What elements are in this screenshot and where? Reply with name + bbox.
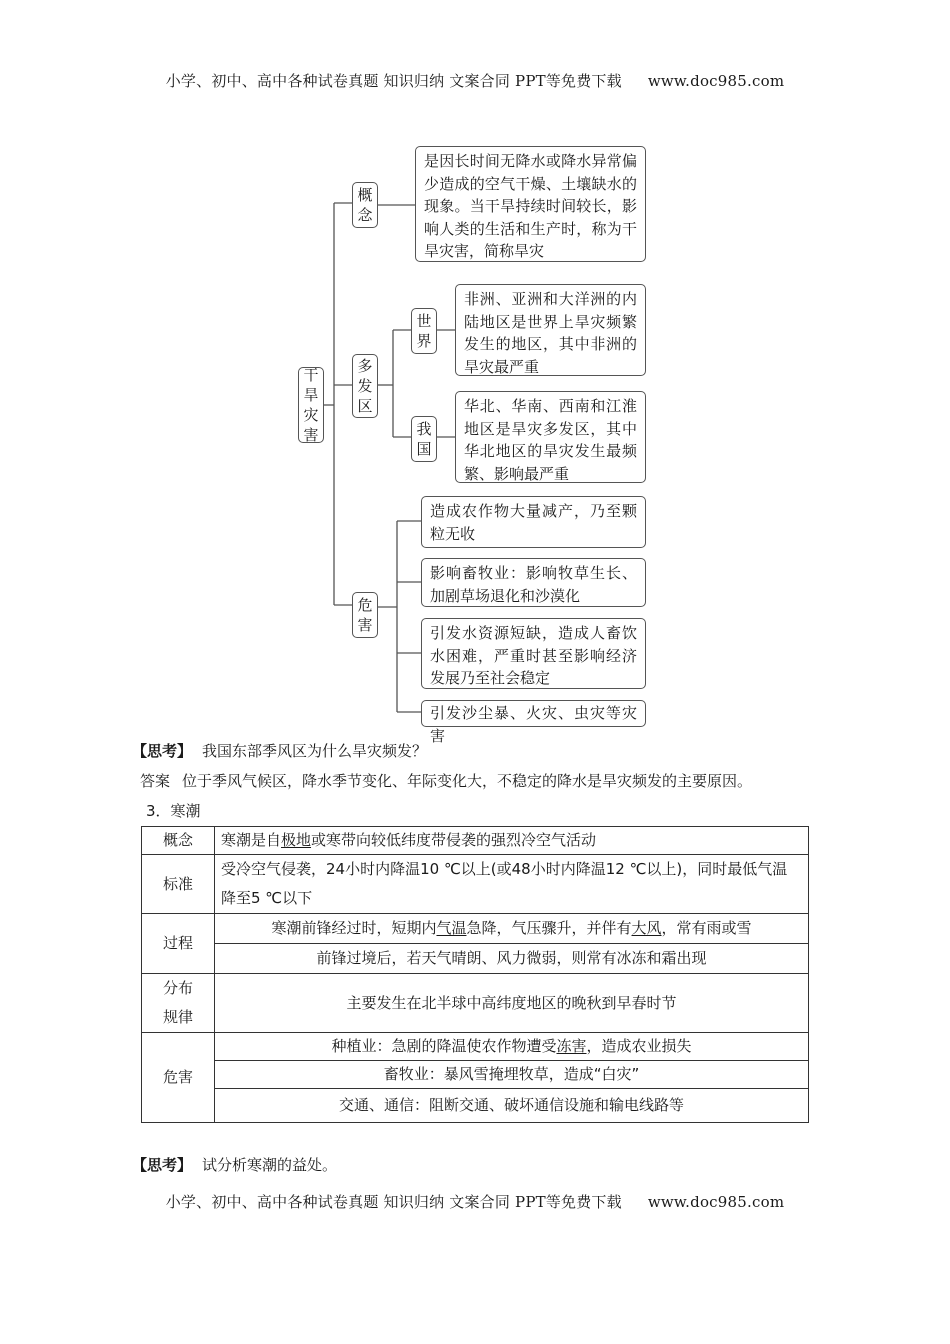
cold-wave-table: [141, 826, 809, 1123]
harm-cell-2: 畜牧业：暴风雪掩埋牧草，造成“白灾”: [215, 1061, 809, 1089]
distribution-cell: 主要发生在北半球中高纬度地区的晚秋到早春时节: [215, 974, 809, 1033]
answer-1: [140, 770, 752, 791]
row-head-harm: 危害: [142, 1033, 215, 1123]
footer-text: 小学、初中、高中各种试卷真题 知识归纳 文案合同 PPT等免费下载: [165, 1193, 622, 1211]
harm-item-3: 引发水资源短缺，造成人畜饮水困难，严重时甚至影响经济发展乃至社会稳定: [421, 618, 646, 689]
think-question-1: [132, 740, 427, 761]
table-row: [142, 974, 809, 1033]
china-node: 我 国: [411, 416, 437, 462]
table-row: [142, 944, 809, 974]
row-head-process: 过程: [142, 914, 215, 974]
page-footer: [0, 1191, 950, 1212]
row-head-distribution: 分布 规律: [142, 974, 215, 1033]
section-title: 3．寒潮: [146, 802, 201, 820]
table-row: [142, 827, 809, 855]
footer-url[interactable]: www.doc985.com: [647, 1193, 785, 1211]
concept-text-box: 是因长时间无降水或降水异常偏少造成的空气干燥、土壤缺水的现象。当干旱持续时间较长，影响人类的生活和生产时，称为干旱灾害，简称旱灾: [415, 146, 646, 262]
world-node: 世 界: [411, 308, 437, 354]
harm-node: 危 害: [352, 592, 378, 638]
process-cell-2: 前锋过境后，若天气晴朗、风力微弱，则常有冰冻和霜出现: [215, 944, 809, 974]
think-tag: 【思考】: [132, 1156, 193, 1174]
think-text: 我国东部季风区为什么旱灾频发？: [202, 742, 428, 760]
table-row: [142, 855, 809, 914]
think-question-2: [132, 1154, 337, 1175]
concept-node: 概 念: [352, 182, 378, 228]
row-head-standard: 标准: [142, 855, 215, 914]
process-cell-1: 寒潮前锋经过时，短期内气温急降，气压骤升，并伴有大风，常有雨或雪: [215, 914, 809, 944]
think-tag: 【思考】: [132, 742, 193, 760]
concept-cell: 寒潮是自极地或寒带向较低纬度带侵袭的强烈冷空气活动: [215, 827, 809, 855]
multi-region-node: 多 发 区: [352, 354, 378, 418]
answer-label: 答案: [140, 772, 171, 790]
table-row: [142, 914, 809, 944]
think-text: 试分析寒潮的益处。: [202, 1156, 338, 1174]
table-row: [142, 1061, 809, 1089]
harm-item-2: 影响畜牧业：影响牧草生长、加剧草场退化和沙漠化: [421, 558, 646, 607]
table-row: [142, 1089, 809, 1123]
harm-item-4: 引发沙尘暴、火灾、虫灾等灾害: [421, 700, 646, 727]
row-head-concept: 概念: [142, 827, 215, 855]
root-node: 干 旱 灾 害: [298, 367, 324, 443]
header-url[interactable]: www.doc985.com: [647, 72, 785, 90]
china-text-box: 华北、华南、西南和江淮地区是旱灾多发区，其中华北地区的旱灾发生最频繁、影响最严重: [455, 391, 646, 483]
table-row: [142, 1033, 809, 1061]
harm-cell-1: 种植业：急剧的降温使农作物遭受冻害，造成农业损失: [215, 1033, 809, 1061]
harm-cell-3: 交通、通信：阻断交通、破坏通信设施和输电线路等: [215, 1089, 809, 1123]
world-text-box: 非洲、亚洲和大洋洲的内陆地区是世界上旱灾频繁发生的地区，其中非洲的旱灾最严重: [455, 284, 646, 376]
harm-item-1: 造成农作物大量减产，乃至颗粒无收: [421, 496, 646, 548]
header-text: 小学、初中、高中各种试卷真题 知识归纳 文案合同 PPT等免费下载: [165, 72, 622, 90]
answer-text: 位于季风气候区，降水季节变化、年际变化大，不稳定的降水是旱灾频发的主要原因。: [182, 772, 753, 790]
standard-cell: 受冷空气侵袭，24小时内降温10 ℃以上(或48小时内降温12 ℃以上)，同时最低气温降至5 ℃以下: [215, 855, 809, 914]
